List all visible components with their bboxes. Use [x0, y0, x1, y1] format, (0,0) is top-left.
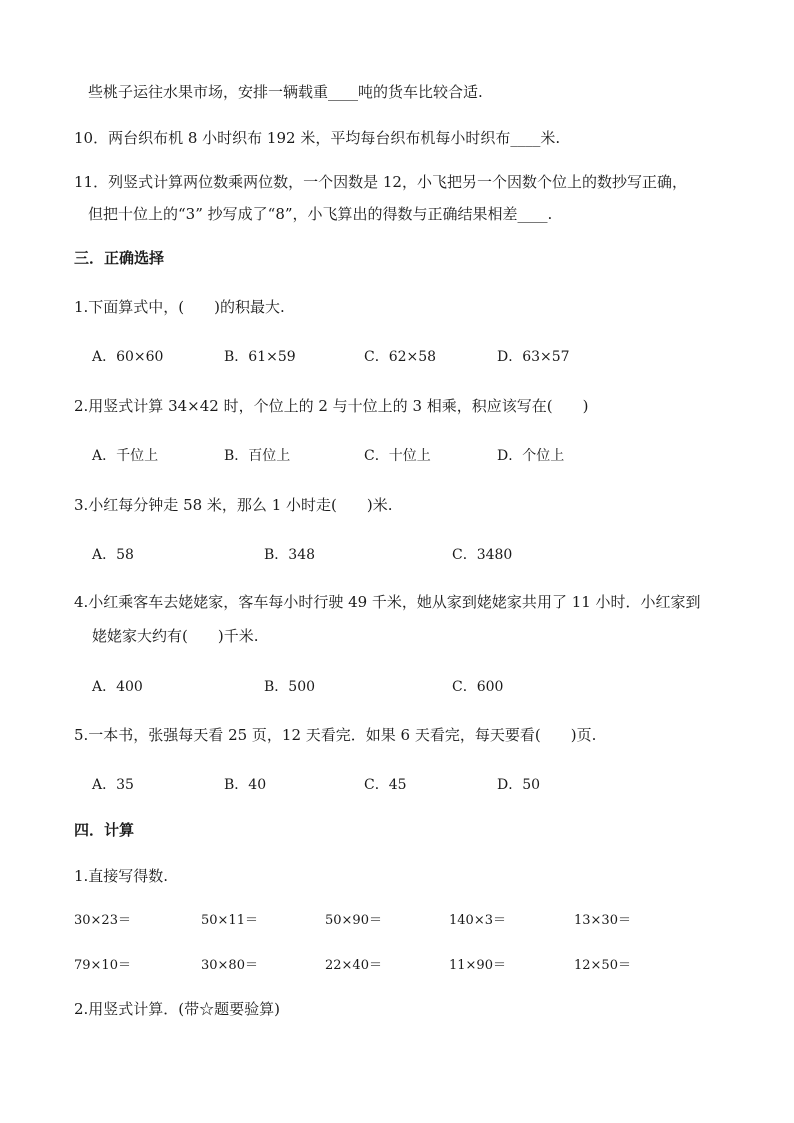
calc-question-1: 1.直接写得数.	[74, 867, 169, 885]
q1-option-c: C．62×58	[364, 349, 437, 365]
q5-option-b: B．40	[224, 777, 267, 793]
oral-calc-item: 140×3＝	[449, 913, 506, 928]
section-4-heading: 四．计算	[74, 821, 135, 839]
question-9-tail: 些桃子运往水果市场，安排一辆载重____吨的货车比较合适.	[88, 83, 483, 101]
oral-calc-item: 13×30＝	[574, 913, 631, 928]
choice-question-4-line1: 4.小红乘客车去姥姥家，客车每小时行驶 49 千米，她从家到姥姥家共用了 11 小时．小红家到	[74, 593, 701, 611]
oral-calc-item: 50×11＝	[201, 913, 258, 928]
calc-question-2: 2.用竖式计算．(带☆题要验算)	[74, 1000, 281, 1018]
oral-calc-item: 22×40＝	[325, 958, 382, 973]
q2-option-b: B．百位上	[224, 448, 291, 464]
question-11-line1: 11．列竖式计算两位数乘两位数，一个因数是 12，小飞把另一个因数个位上的数抄写正确，	[74, 173, 687, 191]
choice-question-1: 1.下面算式中，( )的积最大.	[74, 298, 285, 316]
oral-calc-item: 30×80＝	[201, 958, 258, 973]
q5-option-c: C．45	[364, 777, 407, 793]
oral-calc-item: 12×50＝	[574, 958, 631, 973]
q3-option-b: B．348	[264, 547, 316, 563]
oral-calc-item: 30×23＝	[74, 913, 131, 928]
q1-option-a: A．60×60	[92, 349, 164, 365]
choice-question-3: 3.小红每分钟走 58 米，那么 1 小时走( )米.	[74, 496, 393, 514]
oral-calc-item: 11×90＝	[449, 958, 506, 973]
q3-option-a: A．58	[92, 547, 134, 563]
q1-option-b: B．61×59	[224, 349, 296, 365]
q4-option-b: B．500	[264, 679, 316, 695]
q2-option-a: A．千位上	[92, 448, 159, 464]
q3-option-c: C．3480	[452, 547, 513, 563]
section-3-heading: 三．正确选择	[74, 249, 165, 267]
q1-option-d: D．63×57	[497, 349, 570, 365]
oral-calc-item: 50×90＝	[325, 913, 382, 928]
choice-question-5: 5.一本书，张强每天看 25 页，12 天看完．如果 6 天看完，每天要看( )页.	[74, 726, 597, 744]
q2-option-c: C．十位上	[364, 448, 431, 464]
q5-option-a: A．35	[92, 777, 134, 793]
oral-calc-item: 79×10＝	[74, 958, 131, 973]
q4-option-a: A．400	[92, 679, 143, 695]
q5-option-d: D．50	[497, 777, 541, 793]
q4-option-c: C．600	[452, 679, 504, 695]
choice-question-4-line2: 姥姥家大约有( )千米.	[92, 627, 259, 645]
question-11-line2: 但把十位上的“3” 抄写成了“8”，小飞算出的得数与正确结果相差____.	[88, 205, 553, 223]
question-10: 10．两台织布机 8 小时织布 192 米，平均每台织布机每小时织布____米.	[74, 129, 561, 147]
choice-question-2: 2.用竖式计算 34×42 时，个位上的 2 与十位上的 3 相乘，积应该写在( )	[74, 397, 589, 415]
q2-option-d: D．个位上	[497, 448, 565, 464]
